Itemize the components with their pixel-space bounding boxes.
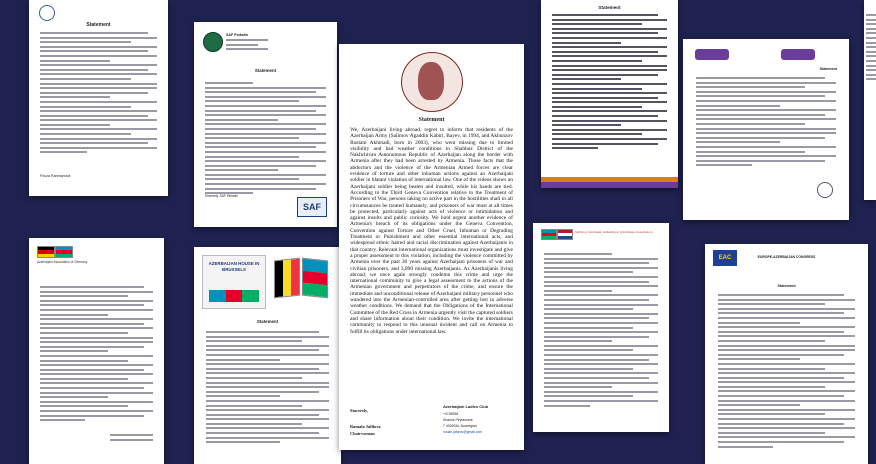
org-name: Azerbaijani Association of Germany (37, 260, 88, 264)
club-logo (401, 52, 463, 112)
statement-doc-2[interactable] (194, 22, 337, 227)
netherlands-flag (557, 229, 573, 240)
statement-heading: Statement (254, 68, 277, 73)
club-name: Azerbaijani Ladies Club (443, 404, 489, 409)
club-phone: +4746938 (443, 412, 459, 416)
signer-name: Firuza Rahmanova (40, 174, 71, 178)
signoff: Sincerely, SAF Pinkalin (205, 194, 238, 198)
org-logo-right (781, 49, 815, 60)
house-banner (202, 255, 266, 309)
statement-doc-8[interactable] (533, 223, 669, 432)
statement-heading: Statement (256, 319, 279, 324)
org-name: Stichting 'Azerbaijan Hollandiyya' (Azerbaijani Association) (575, 230, 653, 234)
saf-logo-text: SAF (303, 202, 321, 212)
org-name: SAF Pinkalin (226, 33, 248, 37)
org-logo (39, 5, 55, 21)
germany-flag (37, 246, 55, 258)
statement-heading: Statement (777, 284, 796, 288)
statement-doc-10-partial[interactable] (864, 0, 876, 200)
sincerely: Sincerely, (350, 408, 369, 413)
azerbaijan-flag (55, 246, 73, 258)
azerbaijan-flag (541, 229, 557, 240)
org-emblem (203, 32, 223, 52)
club-logo-face (418, 62, 444, 100)
eac-logo-text: EAC (718, 255, 732, 261)
azerbaijan-flag (302, 258, 328, 299)
club-address-2: 7 4009SAL Norwegian (443, 424, 477, 428)
statement-doc-3-ladies-club[interactable] (339, 44, 524, 450)
org-name: EUROPE-AZERBAIJAN CONGRESS (757, 255, 816, 259)
footer-bar-purple (541, 182, 678, 188)
banner-flag-strip (209, 290, 259, 302)
club-email: ruslan.jafarov@gmail.com (443, 430, 483, 434)
org-logo-left (695, 49, 729, 60)
club-address-1: Kharius Peyrasnere (443, 418, 473, 422)
statement-doc-7[interactable] (194, 247, 341, 464)
banner-text: AZERBAIJAN HOUSE IN BRUSSELS (208, 261, 260, 272)
statement-doc-6[interactable] (29, 238, 164, 464)
statement-heading: Statement (819, 67, 837, 71)
statement-doc-4[interactable] (541, 0, 678, 188)
statement-title: Statement (418, 117, 445, 123)
belgium-flag (274, 258, 300, 299)
signature-mark (817, 182, 833, 198)
signer-name: Ramala Jafilova (350, 424, 381, 429)
statement-heading: Statement (598, 5, 621, 10)
saf-logo (297, 197, 327, 217)
statement-doc-5[interactable] (683, 39, 849, 220)
statement-doc-1[interactable] (29, 0, 168, 196)
signer-title: Chairwoman (350, 431, 375, 436)
statement-heading: Statement (86, 22, 111, 28)
statement-doc-9-eac[interactable] (705, 244, 868, 464)
statement-body: We, Azerbaijani living abroad, regret to inform that residents of the Azerbaijan Army (Salimov Agaddin Kabiri, Bayev, in 1994, and Akhunzov Rustam Akhmadi, born in 2003), who went missing due to limited visibility and bad weather conditions in Shahbuz District of the Nakhchivan Autonomous Republic of Azerbaijan along the border with Armenia after they had been arrested by Armenia. Those facts that the abductors and the violence of the Armenian Armed forces are clear evidence of torture and other inhuman actions against an Azerbaijani soldier in blatant violation of international law. One of the videos shows an Azerbaijani soldier being beaten and insulted, while his hands are tied. According to the Third Geneva Convention relative to the Treatment of Prisoners of War, persons taking no active part in the hostilities shall in all circumstances be treated humanely, and prisoners of war must at all times be protected, particularly against acts of violence or intimidation and against insults and public curiosity. We hold urgent another evidence of Armenia's breach of its obligations under the Geneva Convention, Convention against Torture and Other Cruel, Inhuman or Degrading Treatment or Punishment and other essential international acts, and widespread ethnic hatred and racial discrimination against Azerbaijanis in that country. Relevant international organizations must investigate and give a proper assessment to this violation, including the violence committed by Armenia over the past 30 years against Azerbaijani prisoners of war and civilian prisoners, and 3,890 missing Azerbaijanis. As Azerbaijanis living abroad, we once again strongly condemn this crime and urge the international community to give a legal assessment to the actions of the Armenian government and perpetrators of the crime, and ensure the immediate and unconditional release of Azerbaijani military personnel who wandered into the Armenian-controlled area after getting lost in adverse weather conditions. We demand that the Obligations of the International Committee of the Red Cross in Armenia urgently visit the captured soldiers and share information about their condition. We invite the international community to respond to this unusual incident and call on Armenia to fulfill its obligations under international law. (350, 127, 513, 335)
